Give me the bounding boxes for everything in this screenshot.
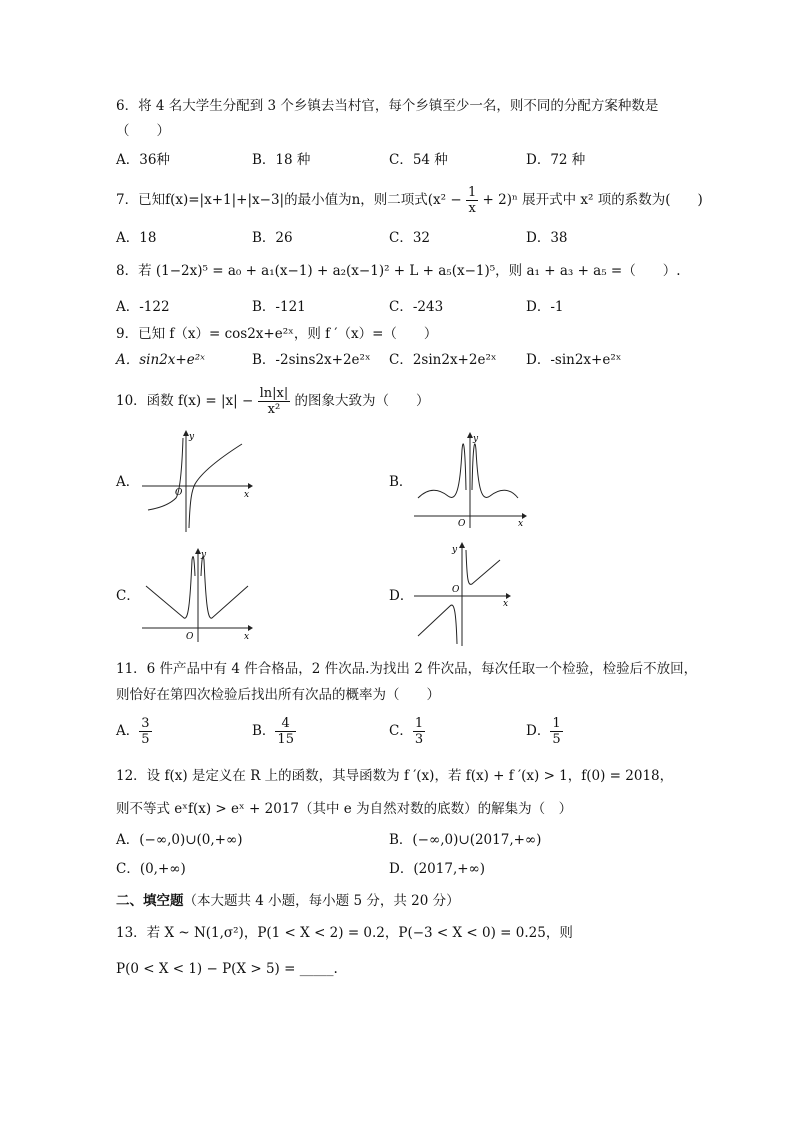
q10-fraction [258, 386, 291, 417]
q12-stem-line1: 12．设 f(x) 是定义在 R 上的函数，其导函数为 f ′(x)，若 f(x) + f ′(x) > 1，f(0) = 2018， [116, 768, 674, 784]
q11-stem-line1: 11．6 件产品中有 4 件合格品，2 件次品.为找出 2 件次品，每次任取一个检验，检验后不放回， [116, 661, 698, 677]
q6-option-a: A．36种 [116, 152, 170, 168]
q10-label-a: A． [116, 474, 140, 490]
q8-stem: 8．若 (1−2x)⁵ = a₀ + a₁(x−1) + a₂(x−1)² + L + a₅(x−1)⁵，则 a₁ + a₃ + a₅ =（ ）. [116, 263, 681, 279]
q6-option-c: C．54 种 [389, 152, 448, 168]
q10-label-d: D． [389, 588, 414, 604]
q9-option-d: D．-sin2x+e²ˣ [526, 352, 622, 368]
q8-option-b: B．-121 [252, 299, 306, 315]
q10-b-y-label: y [473, 434, 479, 444]
q11-option-b [252, 716, 296, 747]
q6-stem: 6．将 4 名大学生分配到 3 个乡镇去当村官，每个乡镇至少一名，则不同的分配方案种数是 [116, 98, 659, 114]
q6-option-b: B．18 种 [252, 152, 311, 168]
q10-d-origin: O [452, 585, 460, 595]
q7-option-c: C．32 [389, 230, 431, 246]
q10-a-origin: O [175, 488, 183, 498]
q6-option-d: D．72 种 [526, 152, 586, 168]
q12-option-a: A．(−∞,0)∪(0,+∞) [116, 832, 243, 848]
q6-paren: （ ） [116, 123, 170, 139]
q10-stem-b: 的图象大致为（ ） [294, 393, 430, 409]
q11-option-c-den: 3 [414, 732, 424, 747]
section2-note: （本大题共 4 小题，每小题 5 分，共 20 分） [183, 893, 460, 909]
q9-option-c: C．2sin2x+2e²ˣ [389, 352, 497, 368]
q10-b-origin: O [458, 519, 466, 529]
q10-c-x-label: x [244, 632, 250, 642]
q10-a-x-label: x [244, 490, 250, 500]
q11-option-b-num: 4 [275, 716, 296, 732]
q11-option-b-label: B． [252, 723, 276, 739]
q10-c-origin: O [186, 632, 194, 642]
q10-frac-den: x² [267, 402, 281, 417]
q7-option-b: B．26 [252, 230, 293, 246]
section2-title: 二、填空题 [116, 893, 184, 909]
q10-stem-a: 10．函数 f(x) = |x| − [116, 393, 254, 409]
q7-stem-b: + 2)ⁿ 展开式中 x² 项的系数为( ) [482, 192, 703, 208]
section2-heading [116, 892, 460, 910]
q11-option-a-label: A． [116, 723, 140, 739]
q8-option-d: D．-1 [526, 299, 564, 315]
q10-a-y-label: y [189, 432, 195, 442]
q7-option-d: D．38 [526, 230, 568, 246]
q11-option-c [389, 716, 425, 747]
q12-option-c: C．(0,+∞) [116, 861, 186, 877]
q10-graph-b [412, 430, 530, 530]
q7-frac-den: x [468, 201, 476, 216]
q9-option-a: A．sin2x+e²ˣ [116, 352, 205, 368]
q7-option-a: A．18 [116, 230, 157, 246]
q12-option-b: B．(−∞,0)∪(2017,+∞) [389, 832, 542, 848]
q12-option-d: D．(2017,+∞) [389, 861, 486, 877]
q10-graph-a [140, 428, 255, 533]
q10-frac-num: ln|x| [259, 386, 289, 401]
q9-option-b: B．-2sins2x+2e²ˣ [252, 352, 371, 368]
q10-graph-d [412, 540, 516, 648]
q10-label-c: C． [116, 588, 140, 604]
q10-c-y-label: y [201, 550, 207, 560]
q10-stem [116, 384, 430, 418]
q10-d-y-label: y [452, 545, 458, 555]
q10-graph-c [140, 546, 255, 644]
q11-option-c-num: 1 [414, 716, 424, 731]
q11-stem-line2: 则恰好在第四次检验后找出所有次品的概率为（ ） [116, 687, 440, 703]
q8-option-a: A．-122 [116, 299, 170, 315]
q10-d-x-label: x [503, 599, 509, 609]
q7-fraction [466, 185, 478, 216]
q7-stem-a: 7．已知f(x)=|x+1|+|x−3|的最小值为n，则二项式(x² − [116, 192, 462, 208]
q11-option-b-den: 15 [277, 732, 294, 747]
q11-option-a [116, 716, 152, 747]
q10-b-x-label: x [518, 519, 524, 529]
q13-stem-line1: 13．若 X ~ N(1,σ²)，P(1 < X < 2) = 0.2，P(−3 < X < 0) = 0.25，则 [116, 925, 573, 941]
q9-stem: 9．已知 f（x）= cos2x+e²ˣ，则 f ′（x）=（ ） [116, 326, 438, 342]
q11-option-d-den: 5 [552, 732, 561, 747]
q11-option-a-num: 3 [141, 716, 150, 731]
q10-label-b: B． [389, 474, 413, 490]
q13-stem-line2: P(0 < X < 1) − P(X > 5) = _____. [116, 961, 338, 977]
q7-frac-num: 1 [467, 185, 477, 200]
q11-option-c-label: C． [389, 723, 413, 739]
q7-stem [116, 182, 703, 218]
q8-option-c: C．-243 [389, 299, 444, 315]
q11-option-d-num: 1 [552, 716, 561, 731]
q11-option-d [526, 716, 563, 747]
q11-option-d-label: D． [526, 723, 551, 739]
q12-stem-line2: 则不等式 eˣf(x) > eˣ + 2017（其中 e 为自然对数的底数）的解集为（ ） [116, 801, 573, 817]
q11-option-a-den: 5 [141, 732, 150, 747]
